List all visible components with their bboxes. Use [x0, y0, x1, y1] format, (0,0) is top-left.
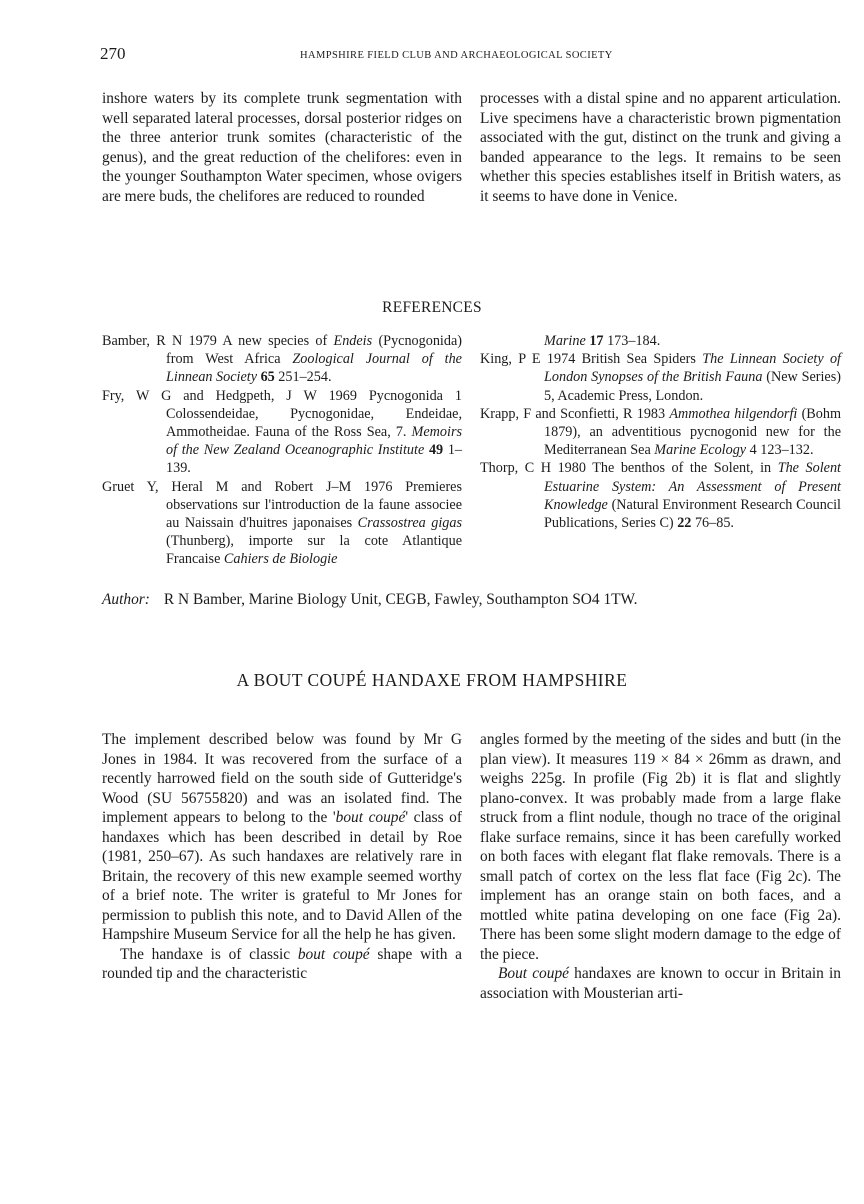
author-text: R N Bamber, Marine Biology Unit, CEGB, Fawley, Southampton SO4 1TW. — [163, 591, 638, 608]
reference-gruet: Gruet Y, Heral M and Robert J–M 1976 Premieres observations sur l'introduction de la faune associee au Naissain d'huitres japonaises Crassostrea gigas (Thunberg), importe sur la cote Atlantique Francaise Cahiers de Biologie — [102, 478, 462, 568]
references-column-2 — [480, 332, 841, 532]
running-head: HAMPSHIRE FIELD CLUB AND ARCHAEOLOGICAL SOCIETY — [300, 50, 613, 61]
paragraph: processes with a distal spine and no apparent articulation. Live specimens have a characteristic brown pigmentation associated with the gut, distinct on the trunk and giving a banded appearance to the legs. It remains to be seen whether this species establishes itself in British waters, as it seems to have done in Venice. — [480, 90, 841, 205]
article-title: A BOUT COUPÉ HANDAXE FROM HAMPSHIRE — [236, 670, 628, 690]
reference-bamber: Bamber, R N 1979 A new species of Endeis (Pycnogonida) from West Africa Zoological Journal of the Linnean Society 65 251–254. — [102, 333, 462, 386]
previous-article-column-1 — [102, 89, 462, 206]
author-label: Author: — [102, 591, 150, 608]
previous-article-column-2 — [480, 89, 841, 206]
references-heading: REFERENCES — [382, 299, 482, 316]
reference-krapp: Krapp, F and Sconfietti, R 1983 Ammothea hilgendorfi (Bohm 1879), an adventitious pycnogonid new for the Mediterranean Sea Marine Ecology 4 123–132. — [480, 405, 841, 459]
paragraph: The implement described below was found by Mr G Jones in 1984. It was recovered from the surface of a recently harrowed field on the south side of Gutteridge's Wood (SU 56755820) and was an isolated find. The implement appears to belong to the 'bout coupé' class of handaxes which has been described in detail by Roe (1981, 250–67). As such handaxes are relatively rare in Britain, the recovery of this new example seemed worthy of a brief note. The writer is grateful to Mr Jones for permission to publish this note, and to David Allen of the Hampshire Museum Service for all the help he has given. — [102, 731, 462, 943]
paragraph: inshore waters by its complete trunk segmentation with well separated lateral processes, dorsal posterior ridges on the three anterior trunk somites (characteristic of the genus), and the great reduction of the chelifores: even in the younger Southampton Water specimen, whose ovigers are mere buds, the chelifores are reduced to rounded — [102, 90, 462, 205]
article-column-1 — [102, 730, 462, 984]
reference-fry: Fry, W G and Hedgpeth, J W 1969 Pycnogonida 1 Colossendeidae, Pycnogonidae, Endeidae, Ammotheidae. Fauna of the Ross Sea, 7. Memoirs of the New Zealand Oceanographic Institute 49 1–139. — [102, 387, 463, 477]
paragraph: angles formed by the meeting of the sides and butt (in the plan view). It measures 119 × 84 × 26mm as drawn, and weighs 225g. In profile (Fig 2b) it is flat and slightly plano-convex. It was probably made from a large flake struck from a flint nodule, though no trace of the original flake surface remains, since it has been carefully worked on both faces with elegant flat flake removals. There is a small patch of cortex on the less flat face (Fig 2c). The implement has an orange stain on both faces, and a mottled white patina developing on one face (Fig 2a). There has been some slight modern damage to the edge of the piece. — [480, 731, 841, 963]
paragraph: The handaxe is of classic bout coupé shape with a rounded tip and the characteristic — [102, 945, 462, 982]
reference-gruet-continued: Marine 17 173–184. — [544, 333, 661, 349]
author-line — [102, 591, 638, 609]
reference-thorp: Thorp, C H 1980 The benthos of the Solent, in The Solent Estuarine System: An Assessment of Present Knowledge (Natural Environment Research Council Publications, Series C) 22 76–85. — [480, 460, 841, 532]
reference-king: King, P E 1974 British Sea Spiders The Linnean Society of London Synopses of the British Fauna (New Series) 5, Academic Press, London. — [480, 351, 841, 404]
paragraph: Bout coupé handaxes are known to occur in Britain in association with Mousterian arti- — [480, 965, 841, 1002]
article-column-2 — [480, 730, 841, 1003]
page-number: 270 — [100, 44, 126, 63]
references-column-1 — [102, 332, 462, 569]
